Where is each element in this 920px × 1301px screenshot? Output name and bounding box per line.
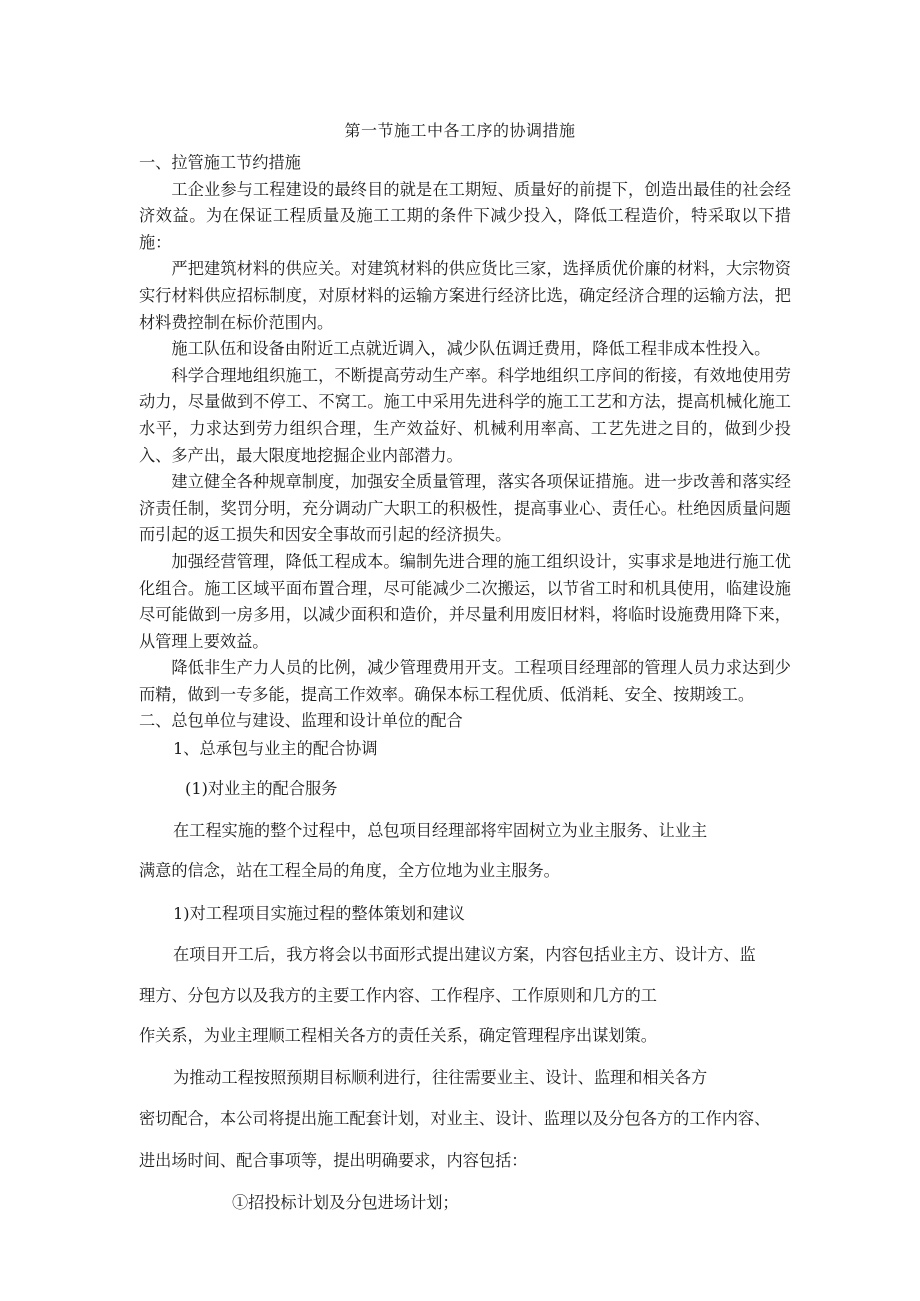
section-title: 第一节施工中各工序的协调措施 bbox=[344, 121, 576, 140]
list-item-1: ①招投标计划及分包进场计划； bbox=[232, 1193, 459, 1212]
paragraph-3: 施工队伍和设备由附近工点就近调入，减少队伍调迁费用，降低工程非成本性投入。 bbox=[171, 339, 771, 359]
paragraph-1: 工企业参与工程建设的最终目的就是在工期短、质量好的前提下，创造出最佳的社会经济效益。为在保证工程质量及施工工期的条件下减少投入，降低工程造价，特采取以下措施： bbox=[139, 179, 791, 252]
text-line-6: 作关系，为业主理顺工程相关各方的责任关系，确定管理程序出谋划策。 bbox=[139, 1026, 657, 1045]
text-line-4: 在项目开工后，我方将会以书面形式提出建议方案，内容包括业主方、设计方、监 bbox=[173, 945, 756, 964]
text-line-2: 满意的信念，站在工程全局的角度，全方位地为业主服务。 bbox=[139, 861, 560, 880]
heading-2: 二、总包单位与建设、监理和设计单位的配合 bbox=[139, 711, 463, 731]
dense-body bbox=[139, 150, 791, 735]
text-line-3: 1)对工程项目实施过程的整体策划和建议 bbox=[173, 904, 465, 923]
paragraph-5: 建立健全各种规章制度，加强安全质量管理，落实各项保证措施。进一步改善和落实经济责任制，奖罚分明，充分调动广大职工的积极性，提高事业心、责任心。杜绝因质量问题而引起的返工损失和因安全事故而引起的经济损失。 bbox=[139, 472, 791, 545]
text-line-8: 密切配合，本公司将提出施工配套计划，对业主、设计、监理以及分包各方的工作内容、 bbox=[139, 1109, 771, 1128]
paragraph-2: 严把建筑材料的供应关。对建筑材料的供应货比三家，选择质优价廉的材料，大宗物资实行材料供应招标制度，对原材料的运输方案进行经济比选，确定经济合理的运输方法，把材料费控制在标价范围内。 bbox=[139, 259, 791, 332]
paragraph-4: 科学合理地组织施工，不断提高劳动生产率。科学地组织工序间的衔接，有效地使用劳动力，尽量做到不停工、不窝工。施工中采用先进科学的施工工艺和方法，提高机械化施工水平，力求达到劳力组织合理，生产效益好、机械利用率高、工艺先进之目的，做到少投入、多产出，最大限度地挖掘企业内部潜力。 bbox=[139, 365, 791, 465]
subheading-2-1: 1、总承包与业主的配合协调 bbox=[173, 739, 378, 758]
text-line-7: 为推动工程按照预期目标顺利进行，往往需要业主、设计、监理和相关各方 bbox=[173, 1068, 708, 1087]
text-line-1: 在工程实施的整个过程中，总包项目经理部将牢固树立为业主服务、让业主 bbox=[173, 821, 708, 840]
subheading-2-1-1: (1)对业主的配合服务 bbox=[185, 779, 338, 798]
paragraph-6: 加强经营管理，降低工程成本。编制先进合理的施工组织设计，实事求是地进行施工优化组合。施工区域平面布置合理，尽可能减少二次搬运，以节省工时和机具使用，临建设施尽可能做到一房多用，以减少面积和造价，并尽量利用废旧材料，将临时设施费用降下来，从管理上要效益。 bbox=[139, 551, 791, 651]
text-line-9: 进出场时间、配合事项等，提出明确要求，内容包括： bbox=[139, 1151, 528, 1170]
paragraph-7: 降低非生产力人员的比例，减少管理费用开支。工程项目经理部的管理人员力求达到少而精，做到一专多能，提高工作效率。确保本标工程优质、低消耗、安全、按期竣工。 bbox=[139, 658, 791, 704]
heading-1: 一、拉管施工节约措施 bbox=[139, 153, 301, 172]
text-line-5: 理方、分包方以及我方的主要工作内容、工作程序、工作原则和几方的工 bbox=[139, 986, 657, 1005]
